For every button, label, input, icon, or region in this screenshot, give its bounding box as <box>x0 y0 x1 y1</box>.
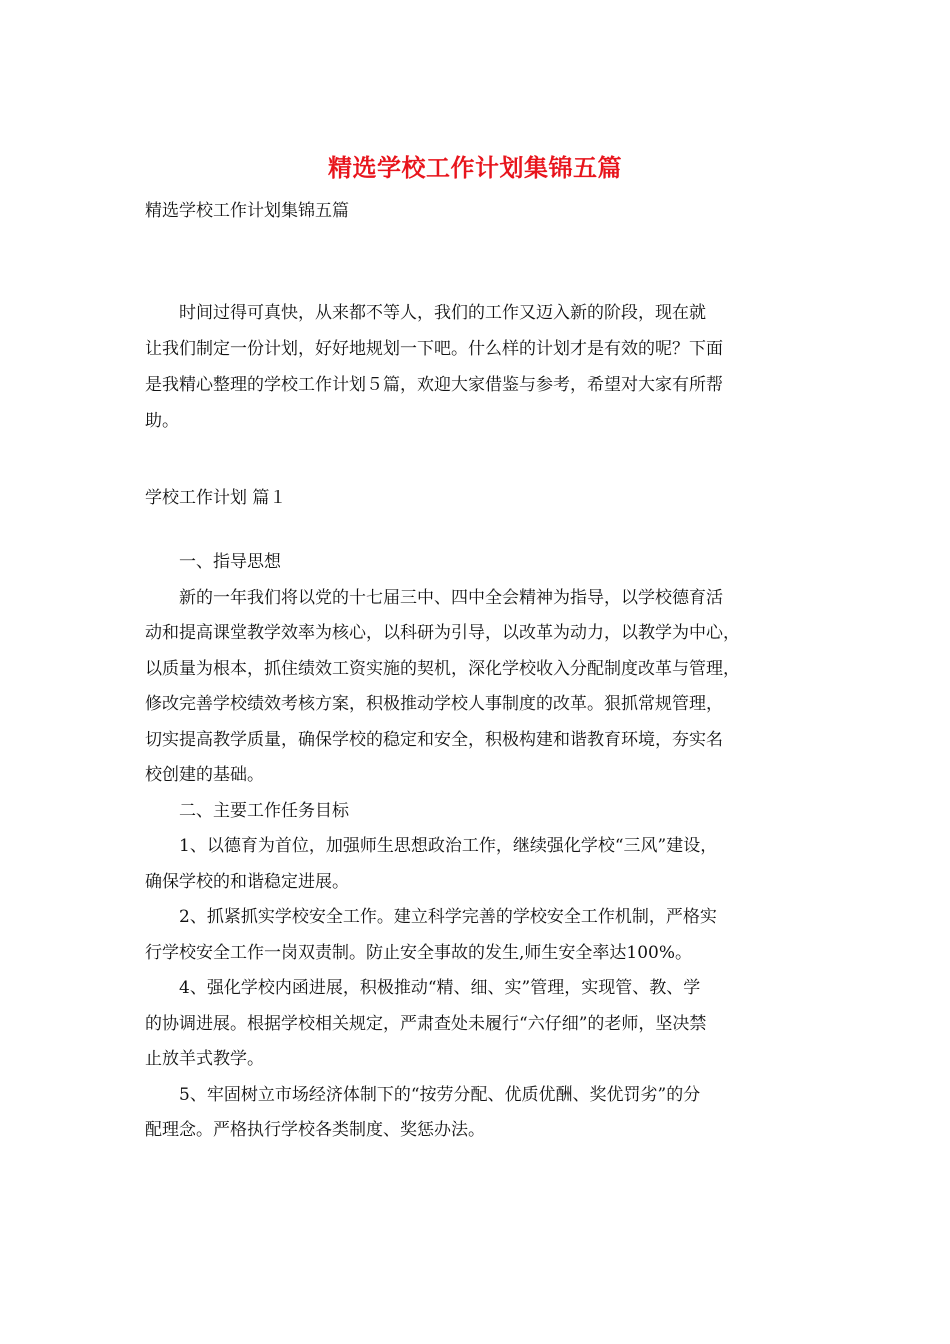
intro-line: 助。 <box>145 411 179 431</box>
body-line: 4、强化学校内函进展，积极推动“精、细、实”管理，实现管、教、学 <box>145 978 701 998</box>
section-body <box>145 545 805 1149</box>
document-subtitle: 精选学校工作计划集锦五篇 <box>145 201 349 221</box>
body-line: 校创建的基础。 <box>145 765 264 785</box>
body-line: 行学校安全工作一岗双责制。防止安全事故的发生,师生安全率达100%。 <box>145 942 693 963</box>
body-line: 二、主要工作任务目标 <box>145 800 349 821</box>
body-line: 一、指导思想 <box>145 552 281 572</box>
document-title: 精选学校工作计划集锦五篇 <box>328 153 622 182</box>
intro-paragraph <box>145 295 805 439</box>
body-line: 新的一年我们将以党的十七届三中、四中全会精神为指导，以学校德育活 <box>145 587 723 608</box>
intro-line: 时间过得可真快，从来都不等人，我们的工作又迈入新的阶段，现在就 <box>145 303 706 323</box>
section-heading: 学校工作计划 篇１ <box>145 488 287 508</box>
body-line: 配理念。严格执行学校各类制度、奖惩办法。 <box>145 1120 485 1140</box>
body-line: 的协调进展。根据学校相关规定，严肃查处未履行“六仔细”的老师，坚决禁 <box>145 1013 707 1034</box>
intro-line: 是我精心整理的学校工作计划５篇，欢迎大家借鉴与参考，希望对大家有所帮 <box>145 375 723 395</box>
intro-line: 让我们制定一份计划，好好地规划一下吧。什么样的计划才是有效的呢？下面 <box>145 339 723 359</box>
body-line: 以质量为根本，抓住绩效工资实施的契机，深化学校收入分配制度改革与管理， <box>145 658 740 679</box>
body-line: 切实提高教学质量，确保学校的稳定和安全，积极构建和谐教育环境，夯实名 <box>145 729 723 750</box>
body-line: 2、抓紧抓实学校安全工作。建立科学完善的学校安全工作机制，严格实 <box>145 907 717 927</box>
body-line: 修改完善学校绩效考核方案，积极推动学校人事制度的改革。狠抓常规管理， <box>145 694 723 714</box>
body-line: 1、以德育为首位，加强师生思想政治工作，继续强化学校“三风”建设， <box>145 836 718 856</box>
body-line: 动和提高课堂教学效率为核心，以科研为引导，以改革为动力，以教学为中心， <box>145 623 740 643</box>
body-line: 止放羊式教学。 <box>145 1049 264 1069</box>
body-line: 5、牢固树立市场经济体制下的“按劳分配、优质优酬、奖优罚劣”的分 <box>145 1084 701 1105</box>
body-line: 确保学校的和谐稳定进展。 <box>145 871 349 892</box>
